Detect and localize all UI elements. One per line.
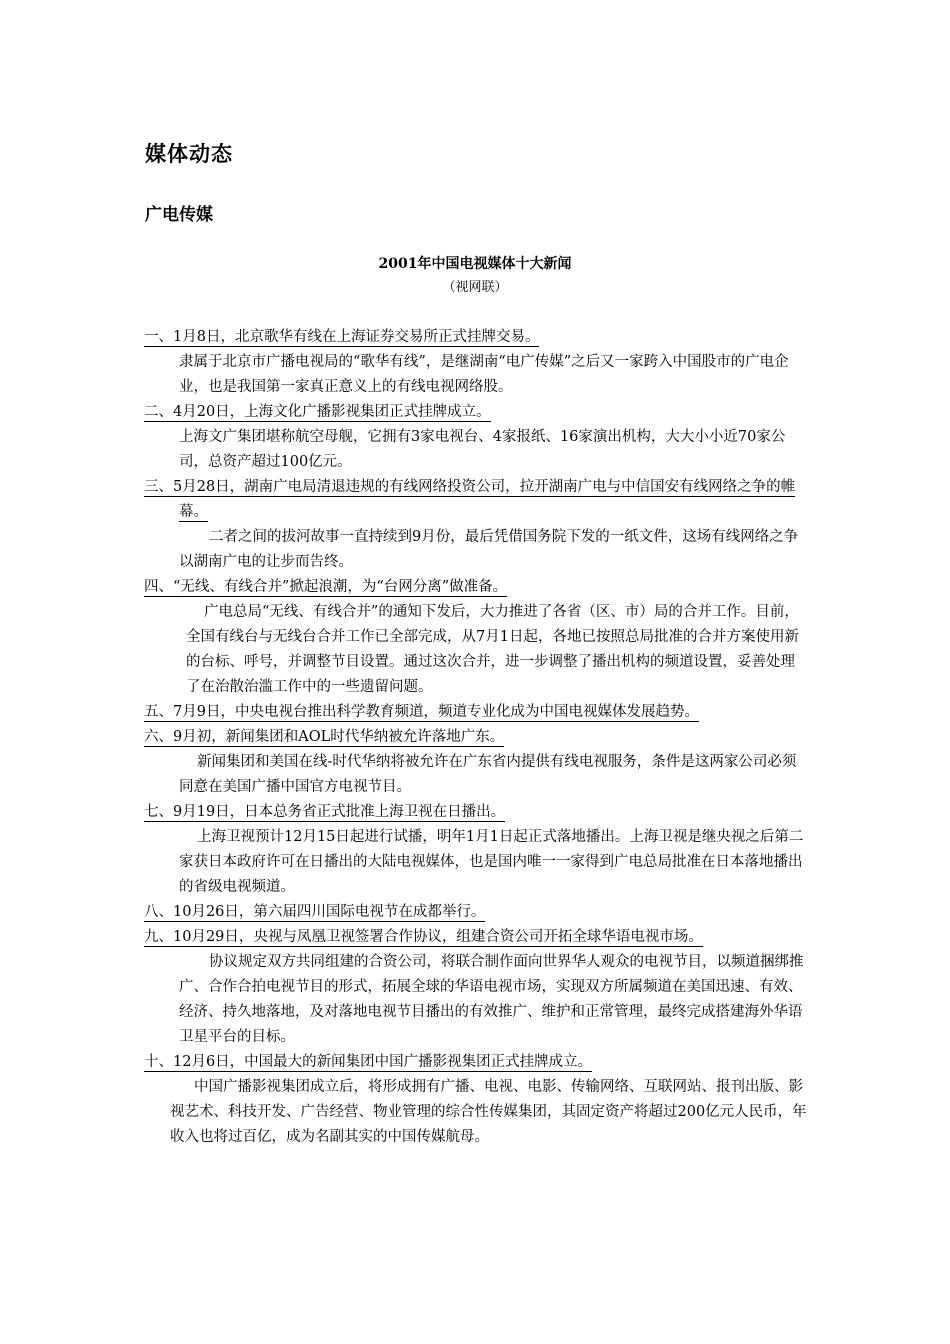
news-item xyxy=(144,900,809,925)
news-body: 上海卫视预计12月15日起进行试播，明年1月1日起正式落地播出。上海卫视是继央视之后第二家获日本政府许可在日播出的大陆电视媒体，也是国内唯一一家得到广电总局批准在日本落地播出的省级电视频道。 xyxy=(179,829,804,895)
news-item xyxy=(144,1050,809,1150)
news-headline: 四、“无线、有线合并”掀起浪潮，为“台网分离”做准备。 xyxy=(144,579,508,595)
news-body: 广电总局“无线、有线合并”的通知下发后，大力推进了各省（区、市）局的合并工作。目前，全国有线台与无线台合并工作已全部完成，从7月1日起，各地已按照总局批准的合并方案使用新的台标、呼号，并调整节目设置。通过这次合并，进一步调整了播出机构的频道设置，妥善处理了在治散治滥工作中的一些遗留问题。 xyxy=(186,604,799,695)
article-source: （视网联） xyxy=(442,280,508,295)
news-headline: 三、5月28日，湖南广电局清退违规的有线网络投资公司，拉开湖南广电与中信国安有线网络之争的帷幕。 xyxy=(144,479,796,520)
section-heading: 媒体动态 xyxy=(145,142,233,166)
news-item xyxy=(144,925,809,1050)
news-headline: 五、7月9日，中央电视台推出科学教育频道，频道专业化成为中国电视媒体发展趋势。 xyxy=(144,704,699,720)
news-headline: 六、9月初，新闻集团和AOL时代华纳被允许落地广东。 xyxy=(144,729,505,745)
news-headline: 一、1月8日，北京歌华有线在上海证券交易所正式挂牌交易。 xyxy=(144,329,540,345)
news-item xyxy=(144,800,809,900)
article-title: 2001年中国电视媒体十大新闻 xyxy=(378,256,572,272)
news-body: 隶属于北京市广播电视局的“歌华有线”，是继湖南“电广传媒”之后又一家跨入中国股市的广电企业，也是我国第一家真正意义上的有线电视网络股。 xyxy=(179,354,789,395)
news-item xyxy=(144,400,809,475)
news-item xyxy=(144,575,809,700)
news-headline: 十、12月6日，中国最大的新闻集团中国广播影视集团正式挂牌成立。 xyxy=(144,1054,593,1070)
news-item xyxy=(144,725,809,800)
news-item xyxy=(144,475,809,575)
news-item xyxy=(144,700,809,725)
news-headline: 七、9月19日，日本总务省正式批准上海卫视在日播出。 xyxy=(144,804,506,820)
news-item xyxy=(144,325,809,400)
news-body: 上海文广集团堪称航空母舰，它拥有3家电视台、4家报纸、16家演出机构，大大小小近70家公司，总资产超过100亿元。 xyxy=(179,429,786,470)
subsection-heading: 广电传媒 xyxy=(145,205,213,225)
news-body: 中国广播影视集团成立后，将形成拥有广播、电视、电影、传输网络、互联网站、报刊出版、影视艺术、科技开发、广告经营、物业管理的综合性传媒集团，其固定资产将超过200亿元人民币，年收入也将过百亿，成为名副其实的中国传媒航母。 xyxy=(170,1079,807,1145)
news-body: 新闻集团和美国在线-时代华纳将被允许在广东省内提供有线电视服务，条件是这两家公司必须同意在美国广播中国官方电视节目。 xyxy=(179,754,797,795)
news-headline: 二、4月20日，上海文化广播影视集团正式挂牌成立。 xyxy=(144,404,491,420)
news-body: 协议规定双方共同组建的合资公司，将联合制作面向世界华人观众的电视节目，以频道捆绑推广、合作合拍电视节目的形式，拓展全球的华语电视市场，实现双方所属频道在美国迅速、有效、经济、持久地落地，及对落地电视节目播出的有效推广、维护和正常管理，最终完成搭建海外华语卫星平台的目标。 xyxy=(179,954,804,1045)
news-body: 二者之间的拔河故事一直持续到9月份，最后凭借国务院下发的一纸文件，这场有线网络之争以湖南广电的让步而告终。 xyxy=(179,529,799,570)
news-list xyxy=(144,325,809,1150)
news-headline: 九、10月29日，央视与凤凰卫视签署合作协议，组建合资公司开拓全球华语电视市场。 xyxy=(144,929,703,945)
news-headline: 八、10月26日，第六届四川国际电视节在成都举行。 xyxy=(144,904,486,920)
